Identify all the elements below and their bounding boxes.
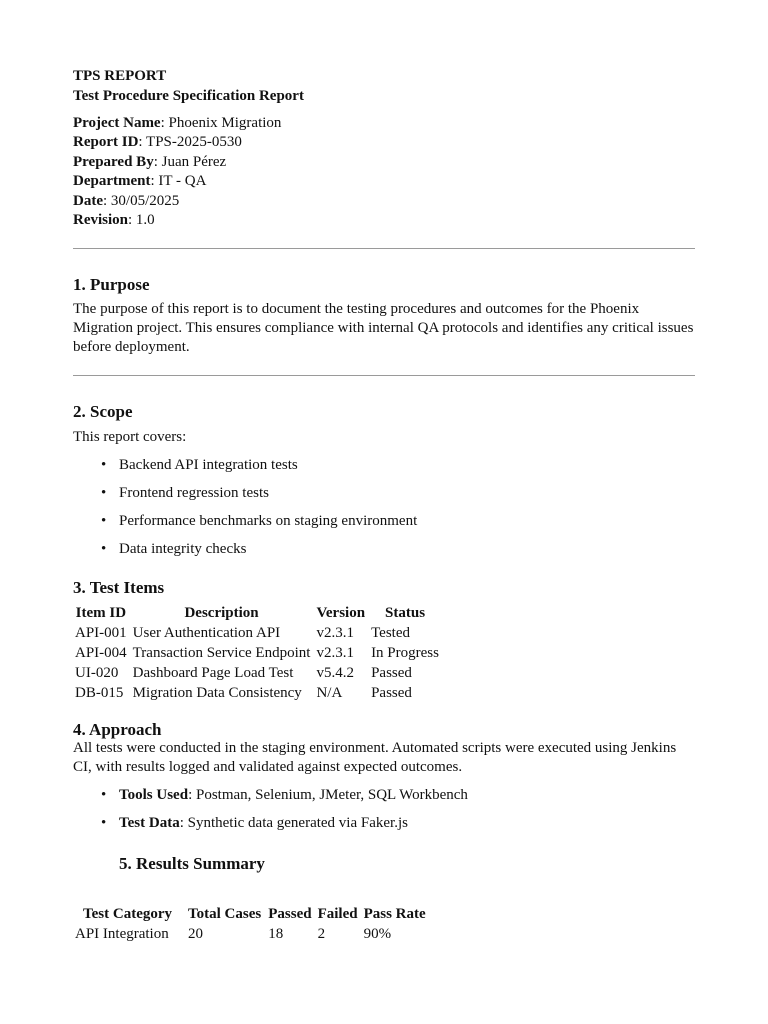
- table-cell: Migration Data Consistency: [132, 685, 302, 702]
- table-cell: Dashboard Page Load Test: [132, 665, 294, 682]
- results-table: [72, 904, 429, 944]
- bullet-icon: •: [101, 787, 107, 804]
- approach-section: [73, 719, 695, 833]
- table-header-row: [72, 603, 442, 623]
- table-cell: DB-015: [75, 685, 124, 702]
- table-cell: UI-020: [75, 665, 119, 682]
- test-items-section: [73, 577, 695, 703]
- section-divider: [73, 375, 695, 376]
- table-cell: N/A: [316, 685, 343, 702]
- table-row: [72, 623, 442, 643]
- approach-text: All tests were conducted in the staging environment. Automated scripts were executed using Jenkins CI, with results logged and validated against expected outcomes.: [73, 740, 677, 776]
- table-cell: Transaction Service Endpoint: [132, 645, 311, 662]
- test-items-heading: 3. Test Items: [73, 578, 165, 598]
- table-cell: Passed: [371, 665, 412, 682]
- table-cell: In Progress: [371, 645, 439, 662]
- meta-date: [73, 192, 695, 211]
- table-row: [72, 683, 442, 703]
- list-item: • Data integrity checks: [101, 541, 247, 558]
- table-cell: v2.3.1: [316, 625, 354, 642]
- table-cell: Tested: [371, 625, 410, 642]
- column-header: Description: [184, 605, 259, 622]
- column-header: Passed: [268, 906, 312, 923]
- column-header: Version: [316, 605, 366, 622]
- meta-label: Report ID: [73, 134, 139, 151]
- table-cell: API Integration: [75, 926, 169, 943]
- column-header: Total Cases: [188, 906, 262, 923]
- purpose-section: [73, 274, 695, 357]
- scope-list: [73, 456, 695, 559]
- meta-project-name: [73, 114, 695, 133]
- table-cell: 20: [188, 926, 204, 943]
- bullet-icon: •: [101, 815, 107, 832]
- list-item: • Frontend regression tests: [101, 485, 269, 502]
- table-header-row: [72, 904, 429, 924]
- purpose-text: The purpose of this report is to document the testing procedures and outcomes for the Phoenix Migration project. This ensures compliance with internal QA protocols and identifies any critical issues before deployment.: [73, 301, 694, 356]
- table-cell: 2: [317, 926, 326, 943]
- table-cell: Passed: [371, 685, 412, 702]
- table-row: [72, 663, 442, 683]
- report-title: TPS REPORT: [73, 68, 167, 84]
- meta-revision: [73, 211, 695, 230]
- table-cell: API-001: [75, 625, 127, 642]
- scope-heading: 2. Scope: [73, 402, 133, 422]
- report-metadata: [73, 114, 695, 230]
- results-section: [73, 853, 695, 944]
- meta-label: Date: [73, 192, 103, 209]
- meta-label: Prepared By: [73, 153, 154, 170]
- column-header: Pass Rate: [363, 906, 426, 923]
- column-header: Item ID: [75, 605, 127, 622]
- test-items-table: [72, 603, 442, 703]
- section-divider: [73, 248, 695, 249]
- meta-label: Revision: [73, 212, 129, 229]
- meta-value: : Juan Pérez: [153, 153, 227, 170]
- table-row: [72, 924, 429, 944]
- meta-value: : 30/05/2025: [103, 192, 180, 209]
- table-cell: v5.4.2: [316, 665, 354, 682]
- table-cell: User Authentication API: [132, 625, 281, 642]
- meta-value: : IT - QA: [150, 173, 207, 190]
- title-block: [73, 66, 695, 106]
- column-header: Test Category: [83, 906, 173, 923]
- bullet-icon: •: [101, 513, 107, 530]
- bullet-icon: •: [101, 541, 107, 558]
- meta-prepared-by: [73, 153, 695, 172]
- list-item: • Test Data: Synthetic data generated via Faker.js: [101, 815, 408, 832]
- table-cell: 18: [268, 926, 284, 943]
- meta-value: : TPS-2025-0530: [138, 134, 242, 151]
- scope-section: [73, 401, 695, 559]
- report-subtitle: Test Procedure Specification Report: [73, 88, 304, 104]
- scope-intro: This report covers:: [73, 429, 187, 446]
- list-item: • Tools Used: Postman, Selenium, JMeter, SQL Workbench: [101, 787, 468, 804]
- meta-value: : Phoenix Migration: [160, 115, 282, 131]
- meta-value: : 1.0: [128, 212, 155, 229]
- column-header: Status: [385, 605, 426, 622]
- column-header: Failed: [317, 906, 358, 923]
- results-heading: 5. Results Summary: [119, 854, 265, 874]
- approach-list: [73, 786, 695, 833]
- table-row: [72, 643, 442, 663]
- bullet-icon: •: [101, 485, 107, 502]
- list-item: • Performance benchmarks on staging environment: [101, 513, 418, 530]
- meta-label: Project Name: [73, 115, 161, 131]
- list-item: • Backend API integration tests: [101, 457, 298, 474]
- approach-heading: 4. Approach: [73, 720, 162, 740]
- meta-label: Department: [73, 173, 151, 190]
- meta-department: [73, 172, 695, 191]
- table-cell: 90%: [363, 926, 392, 943]
- bullet-icon: •: [101, 457, 107, 474]
- table-cell: API-004: [75, 645, 127, 662]
- purpose-heading: 1. Purpose: [73, 275, 150, 295]
- table-cell: v2.3.1: [316, 645, 354, 662]
- meta-report-id: [73, 133, 695, 152]
